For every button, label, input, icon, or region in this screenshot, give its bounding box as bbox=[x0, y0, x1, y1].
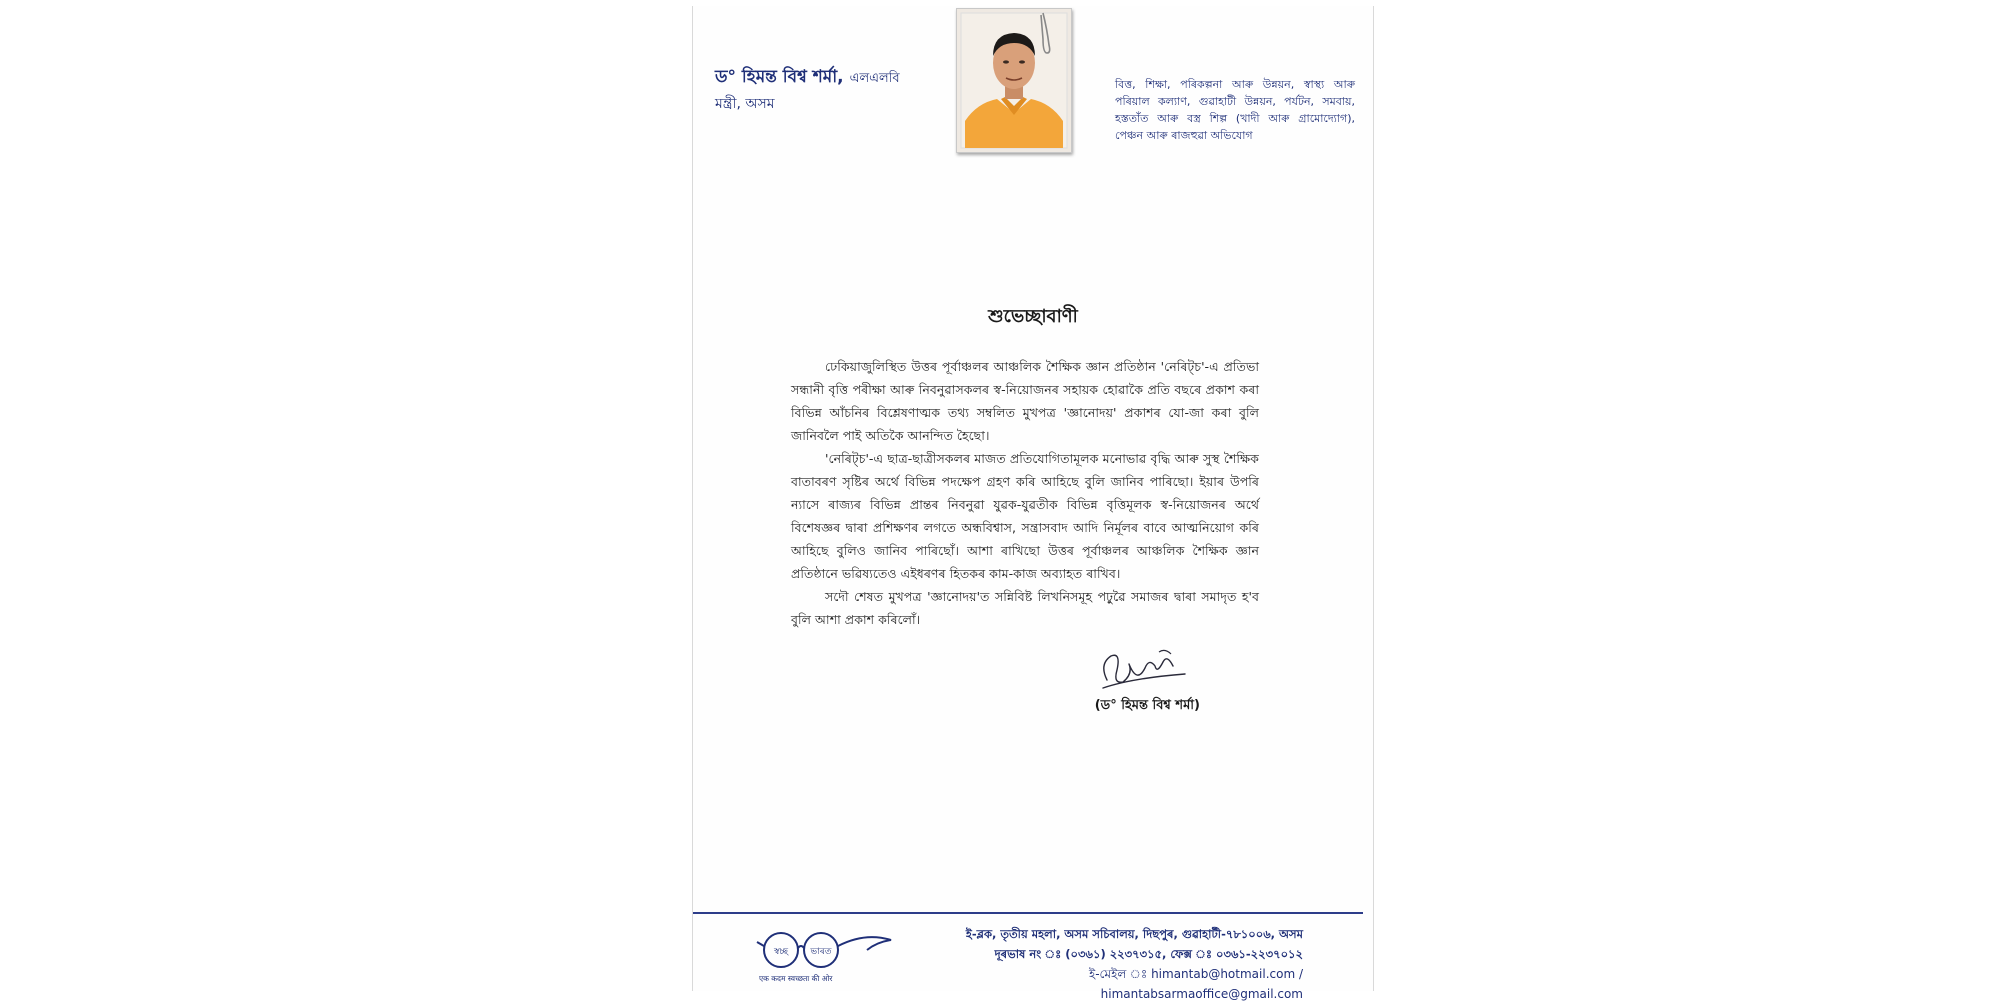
phone-line: দূৰভাষ নং ঃ (০৩৬১) ২২৩৭৩১৫, ফেক্স ঃ ০৩৬১-২২৩৭০১২ bbox=[994, 947, 1303, 961]
logo-word-left: স্বচ্ছ bbox=[774, 947, 788, 957]
name-text: ড° হিমন্ত বিশ্ব শৰ্মা, bbox=[715, 67, 844, 87]
office-address bbox=[943, 924, 1303, 964]
logo-word-right: ভাৰত bbox=[810, 947, 832, 957]
portfolio-line: পেঞ্চন আৰু ৰাজহুৱা অভিযোগ bbox=[1115, 129, 1253, 142]
email-addresses[interactable]: himantab@hotmail.com / himantabsarmaoffice@gmail.com bbox=[1100, 967, 1303, 1001]
signature-image bbox=[1093, 644, 1189, 700]
body-paragraph: সদৌ শেষত মুখপত্ৰ 'জ্ঞানোদয়'ত সন্নিবিষ্ট লিখনিসমূহ পঢ়ুৱৈ সমাজৰ দ্বাৰা সমাদৃত হ'ব বুলি আশা প্ৰকাশ কৰিলোঁ। bbox=[791, 589, 1259, 627]
degree-text: এলএলবি bbox=[849, 71, 900, 86]
body-paragraph: 'নেৰিট্চ'-এ ছাত্ৰ-ছাত্ৰীসকলৰ মাজত প্ৰতিযোগিতামূলক মনোভাৱ বৃদ্ধি আৰু সুস্থ শৈক্ষিক বাতাবৰণ সৃষ্টিৰ অৰ্থে বিভিন্ন পদক্ষেপ গ্ৰহণ কৰি আহিছে বুলি জানিব পাৰিছো। ইয়াৰ উপৰি ন্যাসে ৰাজ্যৰ বিভিন্ন প্ৰান্তৰ নিবনুৱা যুৱক-যুৱতীক বিভিন্ন বৃত্তিমূলক স্ব-নিয়োজনৰ অৰ্থে বিশেষজ্ঞৰ দ্বাৰা প্ৰশিক্ষণৰ লগতে অন্ধবিশ্বাস, সন্ত্ৰাসবাদ আদি নিৰ্মূলৰ বাবে আত্মনিয়োগ কৰি আহিছে বুলিও জানিব পাৰিছোঁ। আশা ৰাখিছো উত্তৰ পূৰ্বাঞ্চলৰ আঞ্চলিক শৈক্ষিক জ্ঞান প্ৰতিষ্ঠানে ভৱিষ্যতেও এইধৰণৰ হিতকৰ কাম-কাজ অব্যাহত ৰাখিব। bbox=[791, 451, 1259, 581]
signatory-name: (ড° হিমন্ত বিশ্ব শৰ্মা) bbox=[1094, 698, 1200, 713]
portfolio-list bbox=[1115, 76, 1355, 144]
email-line bbox=[883, 964, 1303, 1004]
logo-tagline: एक कदम स्वच्छता की ओर bbox=[759, 974, 833, 983]
letter-body bbox=[791, 355, 1259, 631]
body-paragraph: ঢেকিয়াজুলিস্থিত উত্তৰ পূৰ্বাঞ্চলৰ আঞ্চলিক শৈক্ষিক জ্ঞান প্ৰতিষ্ঠান 'নেৰিট্চ'-এ প্ৰতিভা সন্ধানী বৃত্তি পৰীক্ষা আৰু নিবনুৱাসকলৰ স্ব-নিয়োজনৰ সহায়ক হোৱাকৈ প্ৰতি বছৰে প্ৰকাশ কৰা বিভিন্ন আঁচনিৰ বিশ্লেষণাত্মক তথ্য সম্বলিত মুখপত্ৰ 'জ্ঞানোদয়' প্ৰকাশৰ যো-জা কৰা বুলি জানিবলৈ পাই অতিকৈ আনন্দিত হৈছো। bbox=[791, 359, 1259, 443]
letter-title: শুভেচ্ছাবাণী bbox=[988, 306, 1078, 327]
email-label: ই-মেইল ঃ bbox=[1088, 967, 1148, 981]
footer-divider bbox=[693, 912, 1363, 914]
minister-photo bbox=[956, 8, 1072, 153]
portfolio-line: বিত্ত, শিক্ষা, পৰিকল্পনা আৰু উন্নয়ন, স্বাস্থ্য আৰু bbox=[1115, 78, 1355, 91]
address-line: ই-ব্লক, তৃতীয় মহলা, অসম সচিবালয়, দিছপুৰ, গুৱাহাটী-৭৮১০০৬, অসম bbox=[965, 927, 1303, 941]
swachh-bharat-logo bbox=[755, 928, 895, 978]
minister-designation: মন্ত্ৰী, অসম bbox=[715, 96, 775, 112]
minister-name bbox=[715, 64, 900, 92]
portfolio-line: পৰিয়াল কল্যাণ, গুৱাহাটী উন্নয়ন, পৰ্যটন, সমবায়, bbox=[1115, 95, 1355, 108]
portfolio-line: হস্ততাঁত আৰু বস্ত্ৰ শিল্প (খাদী আৰু গ্ৰামোদ্যোগ), bbox=[1115, 112, 1355, 125]
letter-page bbox=[692, 6, 1374, 1001]
